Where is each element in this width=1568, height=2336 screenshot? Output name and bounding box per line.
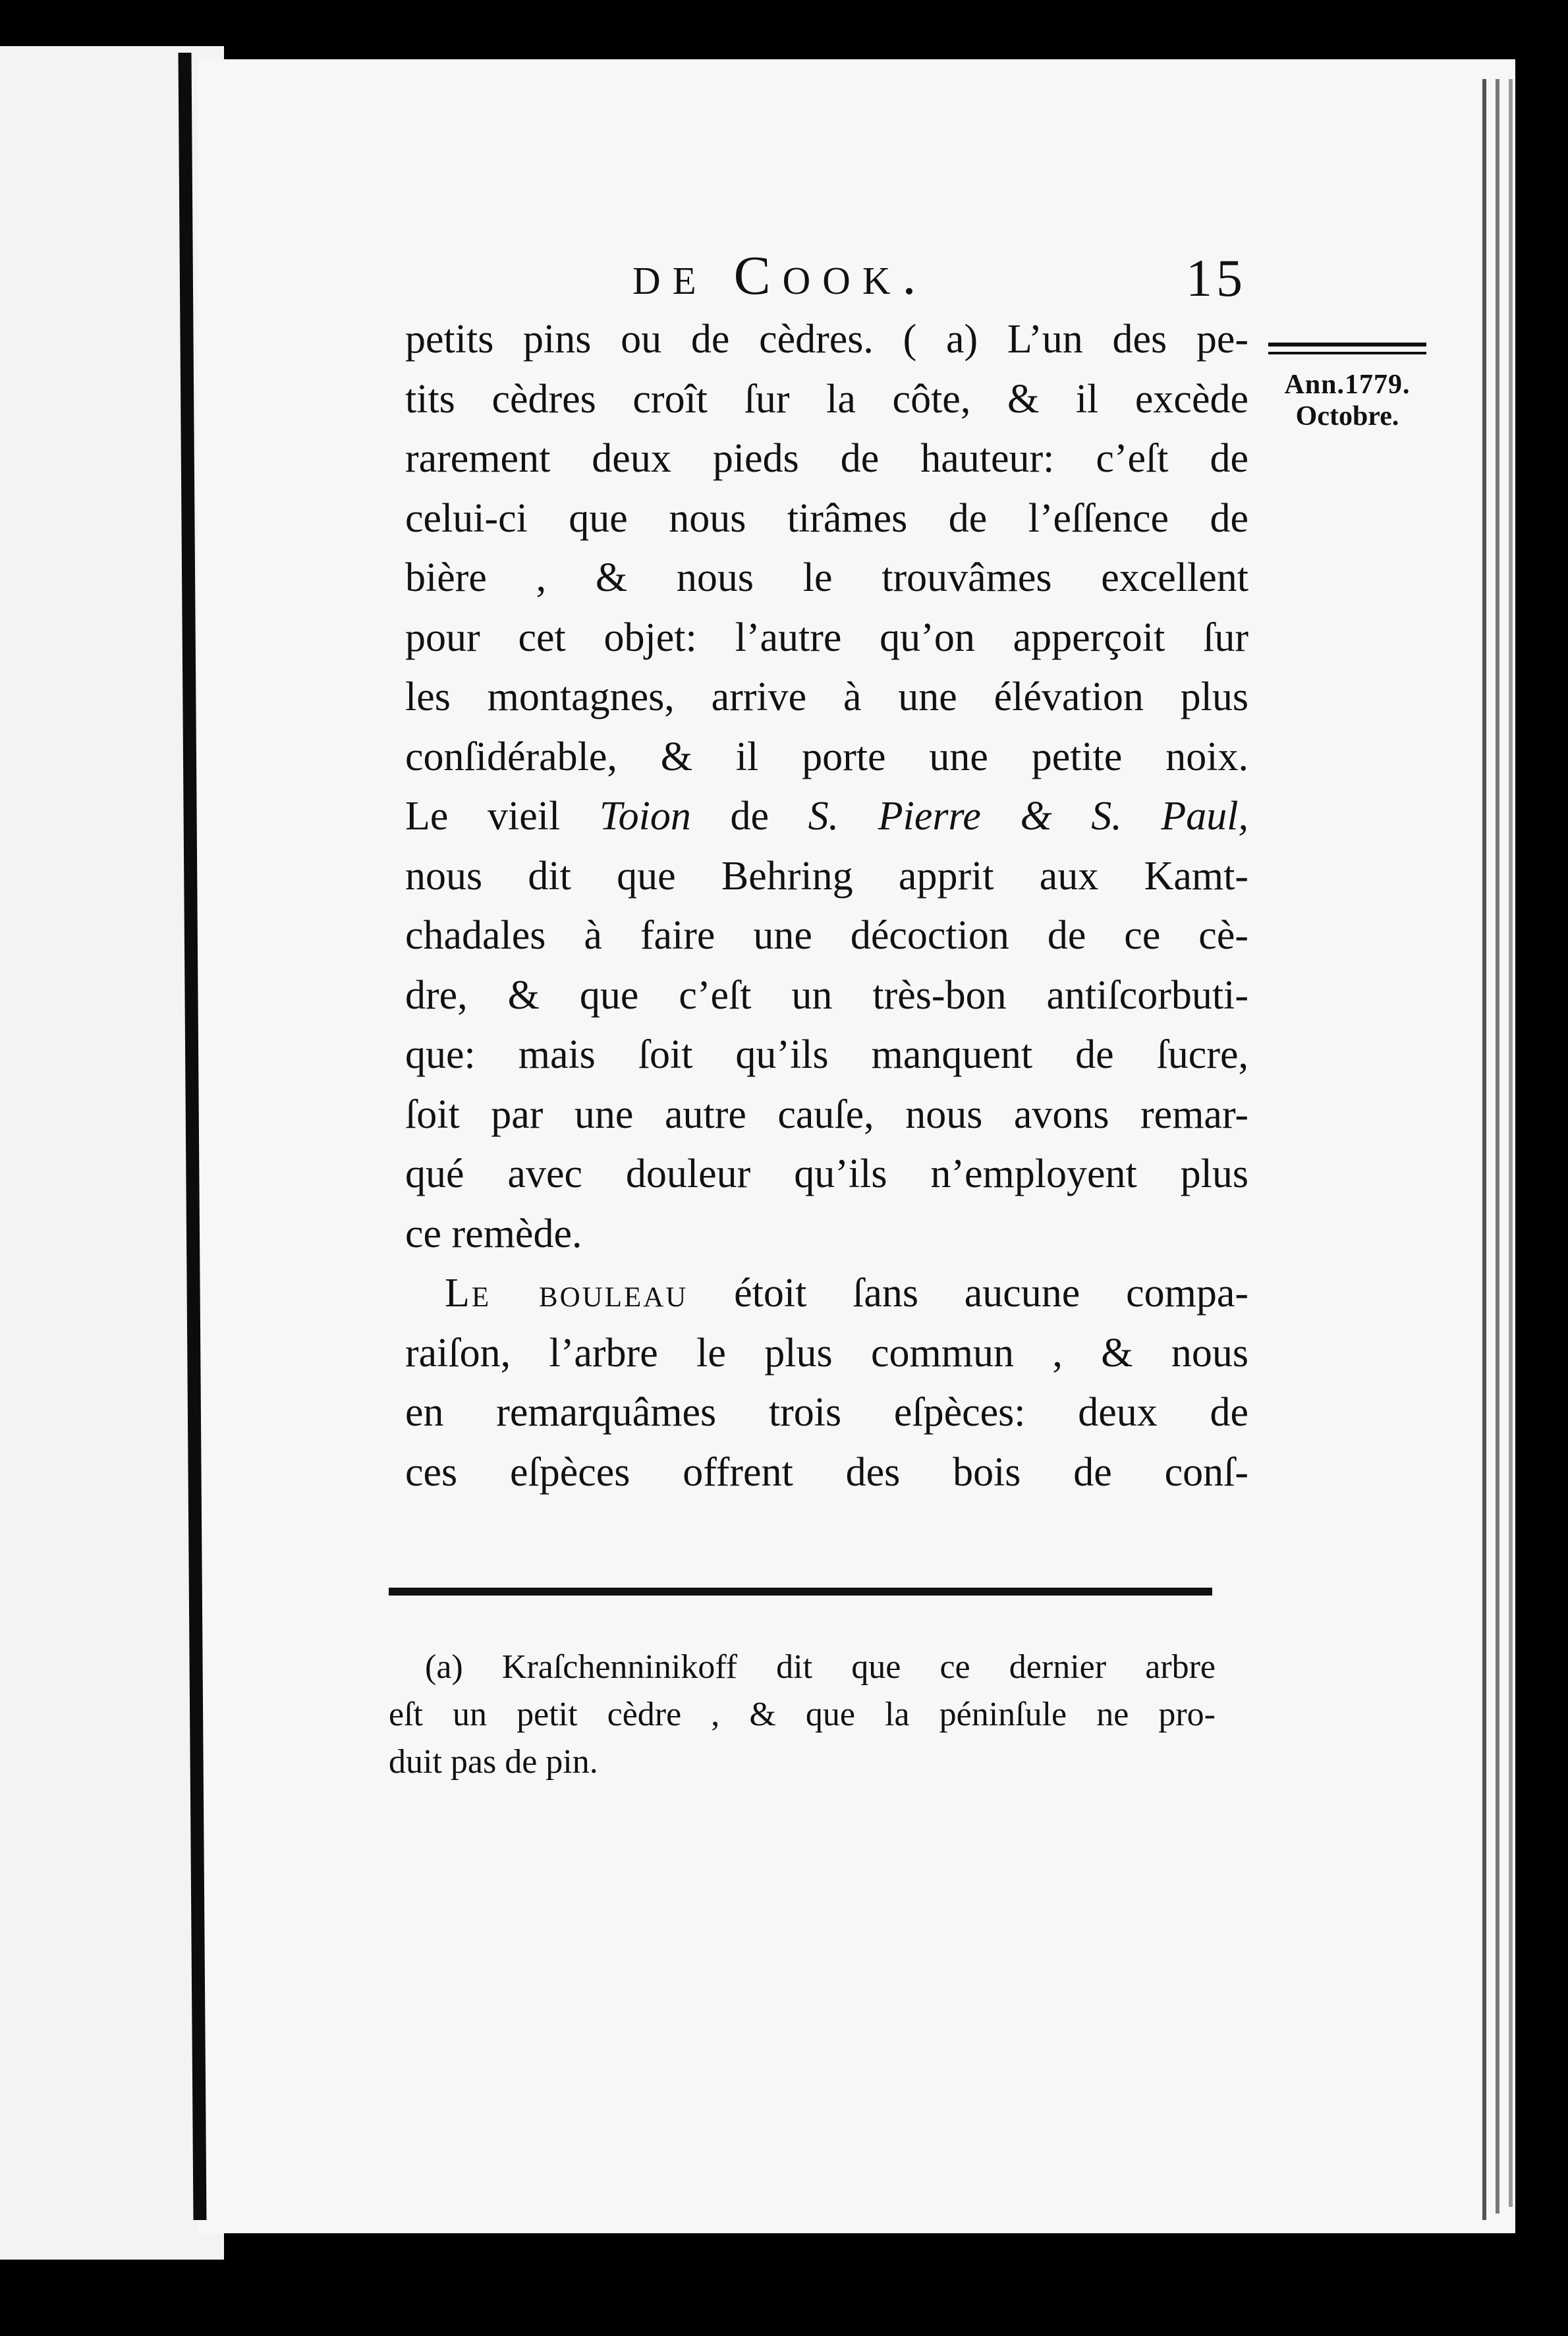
text-line: les montagnes, arrive à une élévation plus: [405, 675, 1248, 719]
text-line: ces eſpèces offrent des bois de conſ-: [405, 1449, 1248, 1495]
running-head: de Cook.: [632, 245, 928, 306]
page-edge: [1496, 79, 1499, 2213]
text-line: ce remède.: [405, 1211, 582, 1256]
text-run: étoit ſans aucune compa-: [734, 1271, 1248, 1316]
footnote-line: eſt un petit cèdre , & que la péninſule ne pro-: [389, 1696, 1216, 1733]
text-line-with-names: [405, 787, 1248, 847]
footnote-rule: [389, 1588, 1212, 1596]
text-line: conſidérable, & il porte une petite noix.: [405, 734, 1248, 779]
text-line: raiſon, l’arbre le plus commun , & nous: [405, 1330, 1248, 1376]
italic-place: S. Pierre & S. Paul,: [808, 794, 1249, 839]
scan-border: [1522, 0, 1568, 2336]
footnote-line: (a) Kraſchenninikoff dit que ce dernier arbre: [425, 1648, 1216, 1686]
paragraph-start: [405, 1264, 1248, 1323]
margin-month: Octobre.: [1295, 401, 1399, 431]
body-text: [405, 310, 1248, 1502]
margin-rule: [1268, 352, 1426, 354]
text-run: de: [730, 794, 769, 839]
text-line: bière , & nous le trouvâmes excellent: [405, 555, 1248, 600]
text-line: celui-ci que nous tirâmes de l’eſſence de: [405, 495, 1248, 541]
page-edge: [1482, 79, 1486, 2220]
footnote: [389, 1644, 1216, 1786]
text-line: pour cet objet: l’autre qu’on apperçoit ſur: [405, 615, 1248, 660]
italic-name: Toion: [599, 794, 691, 839]
text-line: en remarquâmes trois eſpèces: deux de: [405, 1390, 1248, 1435]
text-run: Le vieil: [405, 794, 561, 839]
text-line: que: mais ſoit qu’ils manquent de ſucre,: [405, 1032, 1248, 1077]
margin-note: [1265, 343, 1430, 432]
text-line: chadales à faire une décoction de ce cè-: [405, 913, 1248, 958]
margin-rule: [1268, 343, 1426, 347]
text-line: dre, & que c’eſt un très-bon antiſcorbuti-: [405, 972, 1248, 1018]
text-line: rarement deux pieds de hauteur: c’eſt de: [405, 436, 1248, 481]
margin-year: Ann.1779.: [1284, 370, 1411, 400]
footnote-line: duit pas de pin.: [389, 1743, 598, 1781]
text-line: tits cèdres croît ſur la côte, & il excède: [405, 376, 1248, 422]
text-line: ſoit par une autre cauſe, nous avons remar-: [405, 1092, 1248, 1137]
text-line: nous dit que Behring apprit aux Kamt-: [405, 853, 1248, 899]
text-line: qué avec douleur qu’ils n’employent plus: [405, 1152, 1248, 1196]
small-caps-term: Le bouleau: [445, 1271, 688, 1316]
text-line: petits pins ou de cèdres. ( a) L’un des pe-: [405, 317, 1248, 362]
page-edge: [1509, 79, 1513, 2207]
page-number: 15: [1186, 250, 1246, 308]
